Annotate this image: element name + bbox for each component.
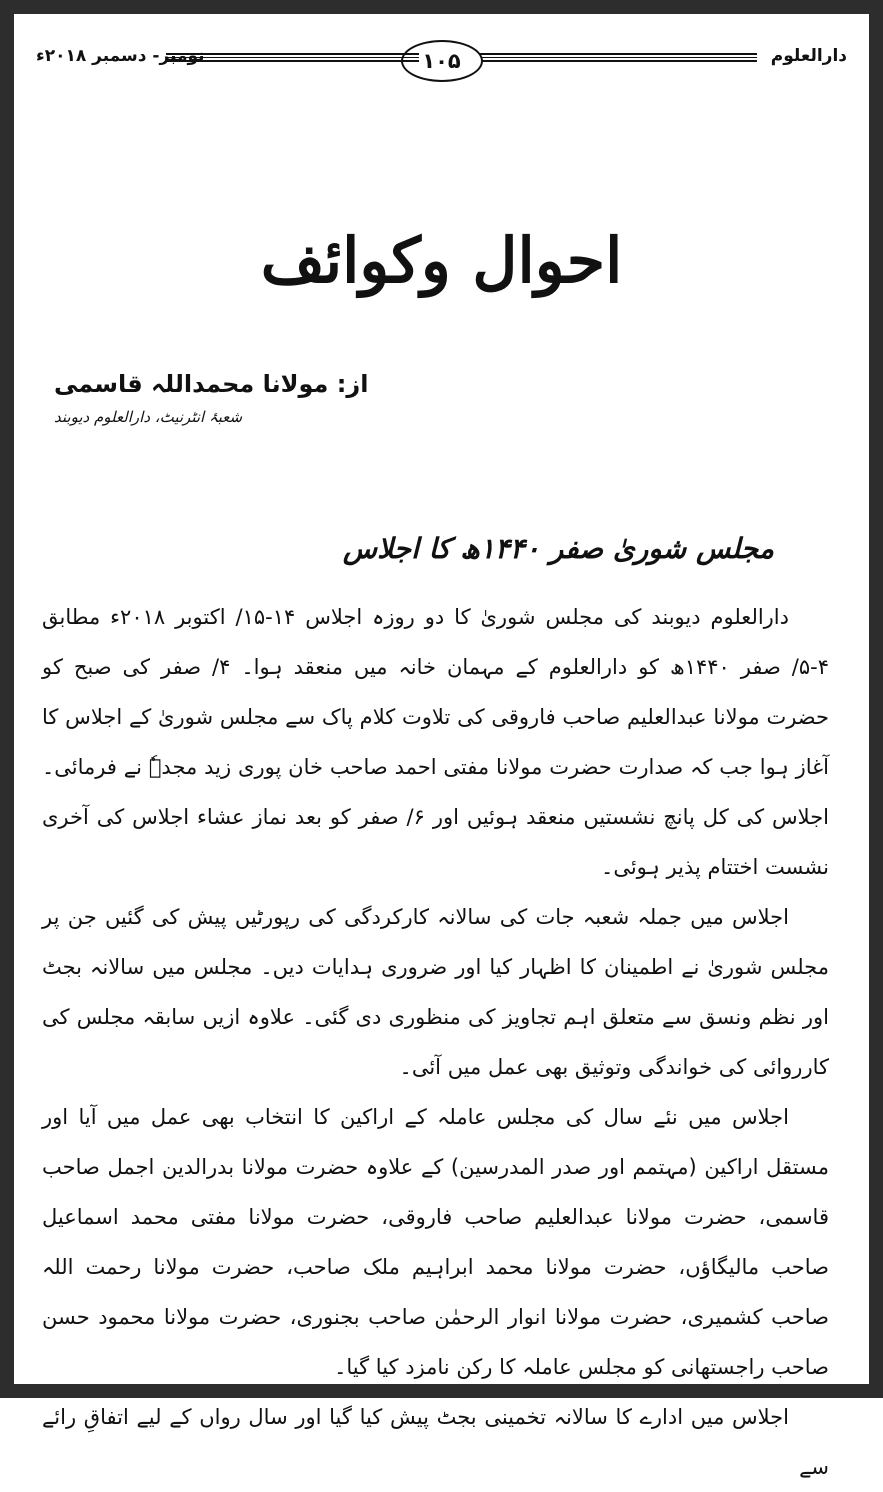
paragraph: اجلاس میں جملہ شعبہ جات کی سالانہ کارکردگی کی رپورٹیں پیش کی گئیں جن پر مجلس شوریٰ نے اطمینان کا اظہار کیا اور ضروری ہدایات دیں۔ مجلس میں سالانہ بجٹ اور نظم ونسق سے متعلق اہم تجاویز کی منظوری دی گئی۔ علاوہ ازیں سابقہ مجلس کی کارروائی کی خواندگی وتوثیق بھی عمل میں آئی۔: [42, 905, 829, 1079]
journal-name: دارالعلوم: [770, 46, 847, 66]
article-body: [42, 592, 829, 1492]
author-block: [54, 370, 368, 426]
author-byline: از: مولانا محمداللہ قاسمی: [54, 370, 369, 398]
paragraph: دارالعلوم دیوبند کی مجلس شوریٰ کا دو روزہ اجلاس ۱۴-۱۵/ اکتوبر ۲۰۱۸ء مطابق ۴-۵/ صفر ۱۴۴۰ھ کو دارالعلوم کے مہمان خانہ میں منعقد ہوا۔ ۴/ صفر کی صبح کو حضرت مولانا عبدالعلیم صاحب فاروقی کی تلاوت کلام پاک سے مجلس شوریٰ کے اجلاس کا آغاز ہوا جب کہ صدارت حضرت مولانا مفتی احمد صاحب خان پوری زید مجدہٗ نے فرمائی۔ اجلاس کی کل پانچ نشستیں منعقد ہوئیں اور ۶/ صفر کو بعد نماز عشاء اجلاس کی آخری نشست اختتام پذیر ہوئی۔: [42, 605, 830, 879]
paragraph: اجلاس میں ادارے کا سالانہ تخمینی بجٹ پیش کیا گیا اور سال رواں کے لیے اتفاقِ رائے سے: [42, 1405, 829, 1479]
header-rule-right: [464, 53, 757, 65]
page-number: ۱۰۵: [401, 40, 483, 82]
issue-date: نومبر- دسمبر ۲۰۱۸ء: [36, 46, 205, 66]
running-header: [36, 36, 847, 86]
author-department: شعبۂ انٹرنیٹ، دارالعلوم دیوبند: [54, 408, 243, 426]
paragraph: اجلاس میں نئے سال کی مجلس عاملہ کے اراکین کا انتخاب بھی عمل میں آیا اور مستقل اراکین (مہتمم اور صدر المدرسین) کے علاوہ حضرت مولانا بدرالدین اجمل صاحب قاسمی، حضرت مولانا عبدالعلیم صاحب فاروقی، حضرت مولانا مفتی محمد اسماعیل صاحب مالیگاؤں، حضرت مولانا محمد ابراہیم ملک صاحب، حضرت مولانا رحمت اللہ صاحب کشمیری، حضرت مولانا انوار الرحمٰن صاحب بجنوری، حضرت مولانا محمود حسن صاحب راجستھانی کو مجلس عاملہ کا رکن نامزد کیا گیا۔: [42, 1105, 829, 1379]
page-sheet: [14, 14, 869, 1479]
article-title: احوال وکوائف: [260, 224, 623, 297]
section-heading: مجلس شوریٰ صفر ۱۴۴۰ھ کا اجلاس: [342, 532, 774, 565]
